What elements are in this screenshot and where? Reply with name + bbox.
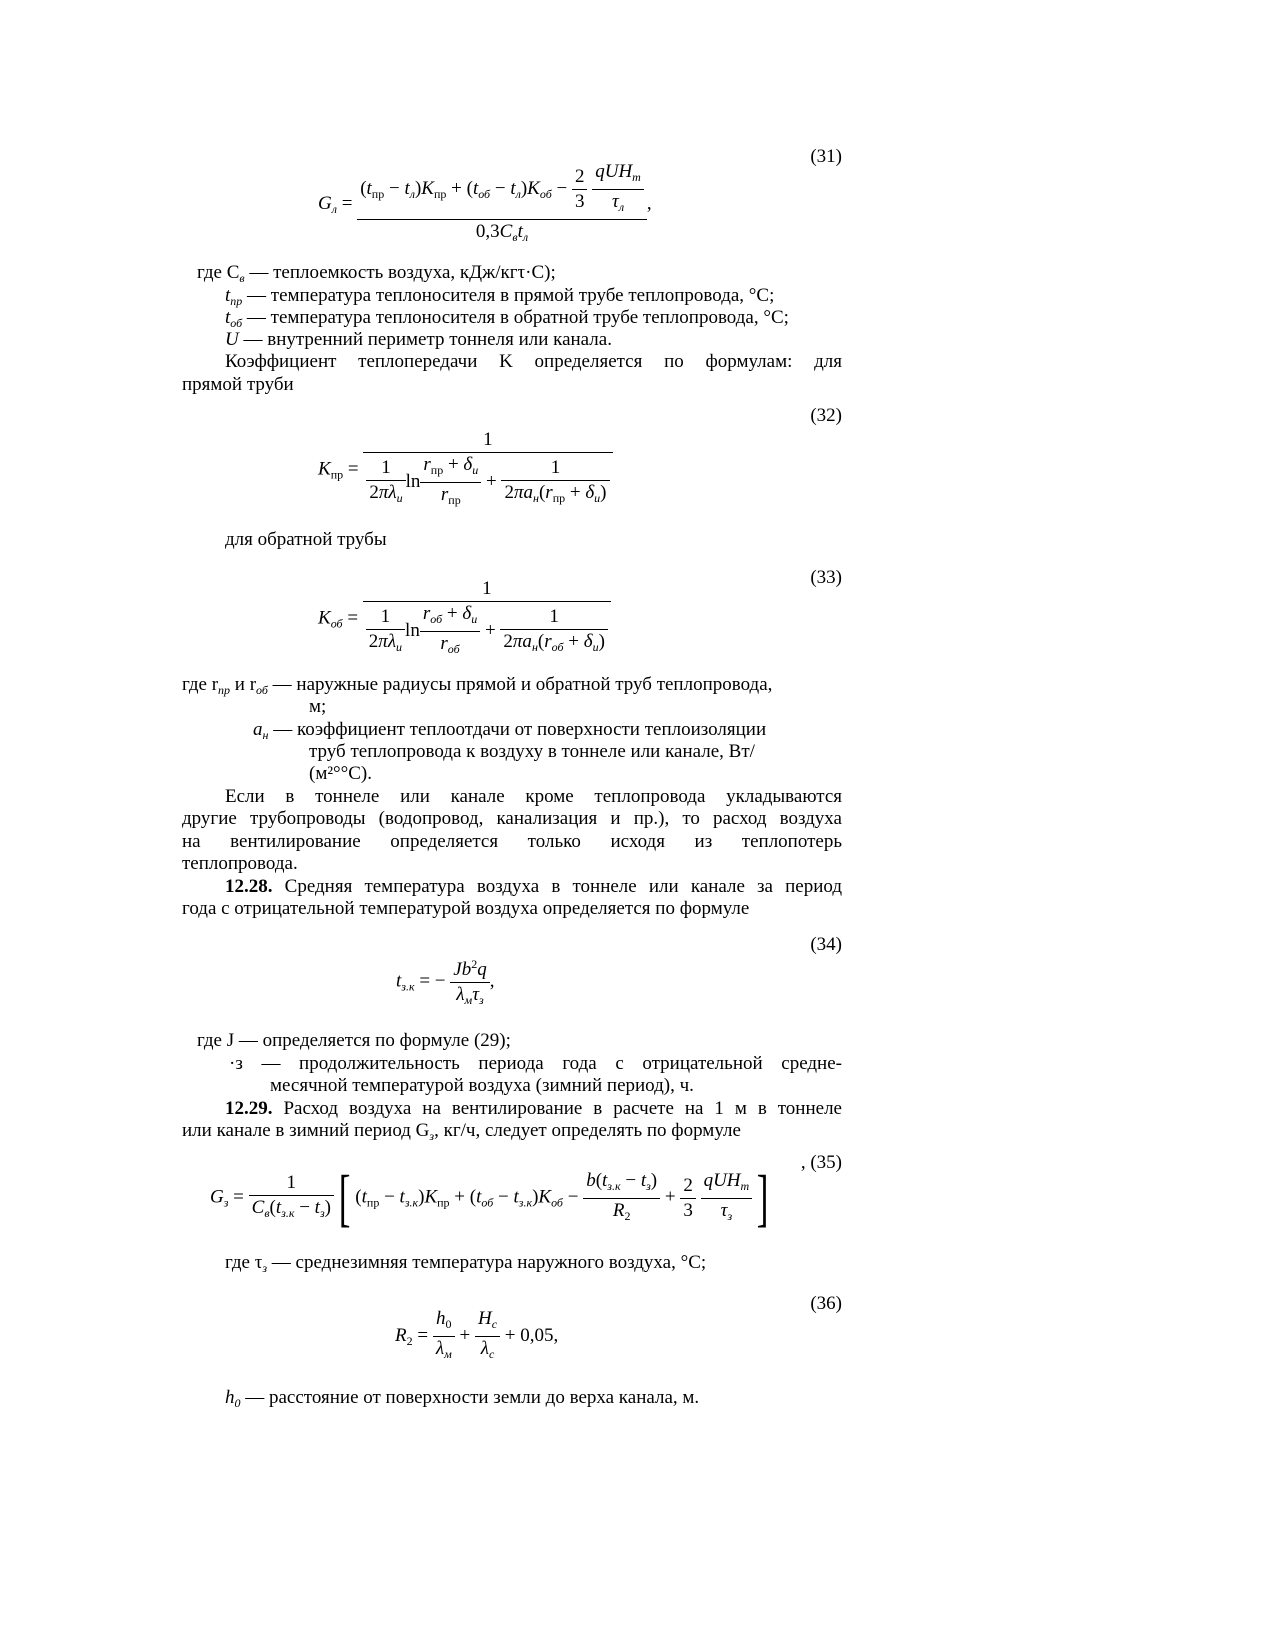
def-an: $a_н$ — коэффициент теплоотдачи от поверхности теплоизоляции <box>253 719 767 742</box>
reverse-pipe-label: для обратной трубы <box>225 529 387 550</box>
formula-34: $t_{з.к}$ = − $\frac{Jb^2q}{\lambda_м\tau_з}$ , <box>396 952 494 1012</box>
def-h0: $h_0$ — расстояние от поверхности земли до верха канала, м. <box>225 1387 700 1410</box>
section-1228-line2: года с отрицательной температурой воздуха определяется по формуле <box>182 898 750 919</box>
equation-number-34: (34) <box>810 934 842 955</box>
section-1229-line1: 12.29. Расход воздуха на вентилирование в расчете на 1 м в тоннеле <box>225 1098 842 1119</box>
equation-number-36: (36) <box>810 1293 842 1314</box>
para-other-line1: Если в тоннеле или канале кроме теплопровода укладываются <box>225 786 842 807</box>
k-intro-line2: прямой труби <box>182 374 294 395</box>
para-other-line3: на вентилирование определяется только исходя из теплопотерь <box>182 831 842 852</box>
def-cv: где $C_в$ — теплоемкость воздуха, кДж/кгτ·С); <box>197 262 556 285</box>
equation-number-35: , (35) <box>800 1152 842 1173</box>
para-other-line2: другие трубопроводы (водопровод, канализация и пр.), то расход воздуха <box>182 808 842 829</box>
formula-33: $K_{об}$ = 1 $\frac{1}{2\pi\lambda_и}$ ln $\frac{r_{об} + \delta_и}{r_{об}}$ + $\frac{1}{2\pi a_н(r_{об} + \delta_и)}$ <box>318 577 611 661</box>
para-other-line4: теплопровода. <box>182 853 298 874</box>
formula-36: $R_2$ = $\frac{h_0}{\lambda_м}$ + $\frac{H_с}{\lambda_с}$ + 0,05, <box>395 1308 559 1361</box>
def-radii-cont: м; <box>309 696 327 717</box>
formula-35: $G_з$ = $\frac{1}{C_в(t_{з.к} - t_з)}$ [ $(t_{пр} - t_{з.к})K_{пр} + (t_{об} - t_{з.к})K_{об}$ − $\frac{b(t_{з.к} - t_з)}{R_2}$ + $\frac{2}{3}$ $\frac{qUH_т}{\tau_з}$ ] <box>210 1162 769 1233</box>
equation-number-33: (33) <box>810 567 842 588</box>
section-1229-line2: или канале в зимний период $G_з$, кг/ч, следует определять по формуле <box>182 1120 741 1143</box>
def-tob: $t_{об}$ — температура теплоносителя в обратной трубе теплопровода, °С; <box>225 307 789 330</box>
formula-31: $G_л$ = $(t_{пр} - t_л)K_{пр} + (t_{об} - t_л)K_{об}$ − $\frac{2}{3}$ $\frac{qUH_т}{\tau_л}$ $0,3C_вt_л$ , <box>318 161 652 244</box>
def-tau-line1: ·з — продолжительность периода года с отрицательной средне- <box>229 1053 842 1074</box>
def-tpr: $t_{пр}$ — температура теплоносителя в прямой трубе теплопровода, °С; <box>225 285 775 308</box>
def-j: где J — определяется по формуле (29); <box>197 1030 511 1051</box>
formula-32: $K_{пр}$ = 1 $\frac{1}{2\pi\lambda_и}$ ln $\frac{r_{пр} + \delta_и}{r_{пр}}$ + $\frac{1}{2\pi a_н(r_{пр} + \delta_и)}$ <box>318 428 613 512</box>
equation-number-31: (31) <box>810 146 842 167</box>
k-intro-line1: Коэффициент теплопередачи K определяется по формулам: для <box>225 351 842 372</box>
def-an-cont2: (м²°°С). <box>309 763 372 784</box>
def-tau-line2: месячной температурой воздуха (зимний период), ч. <box>270 1075 694 1096</box>
def-u: U — внутренний периметр тоннеля или канала. <box>225 329 612 350</box>
equation-number-32: (32) <box>810 405 842 426</box>
def-radii: где $r_{пр}$ и $r_{об}$ — наружные радиусы прямой и обратной труб теплопровода, <box>182 674 773 697</box>
def-tau-z: где $\tau_з$ — среднезимняя температура наружного воздуха, °С; <box>225 1252 707 1275</box>
def-an-cont1: труб теплопровода к воздуху в тоннеле или канале, Вт/ <box>309 741 755 762</box>
section-1228-line1: 12.28. Средняя температура воздуха в тоннеле или канале за период <box>225 876 842 897</box>
